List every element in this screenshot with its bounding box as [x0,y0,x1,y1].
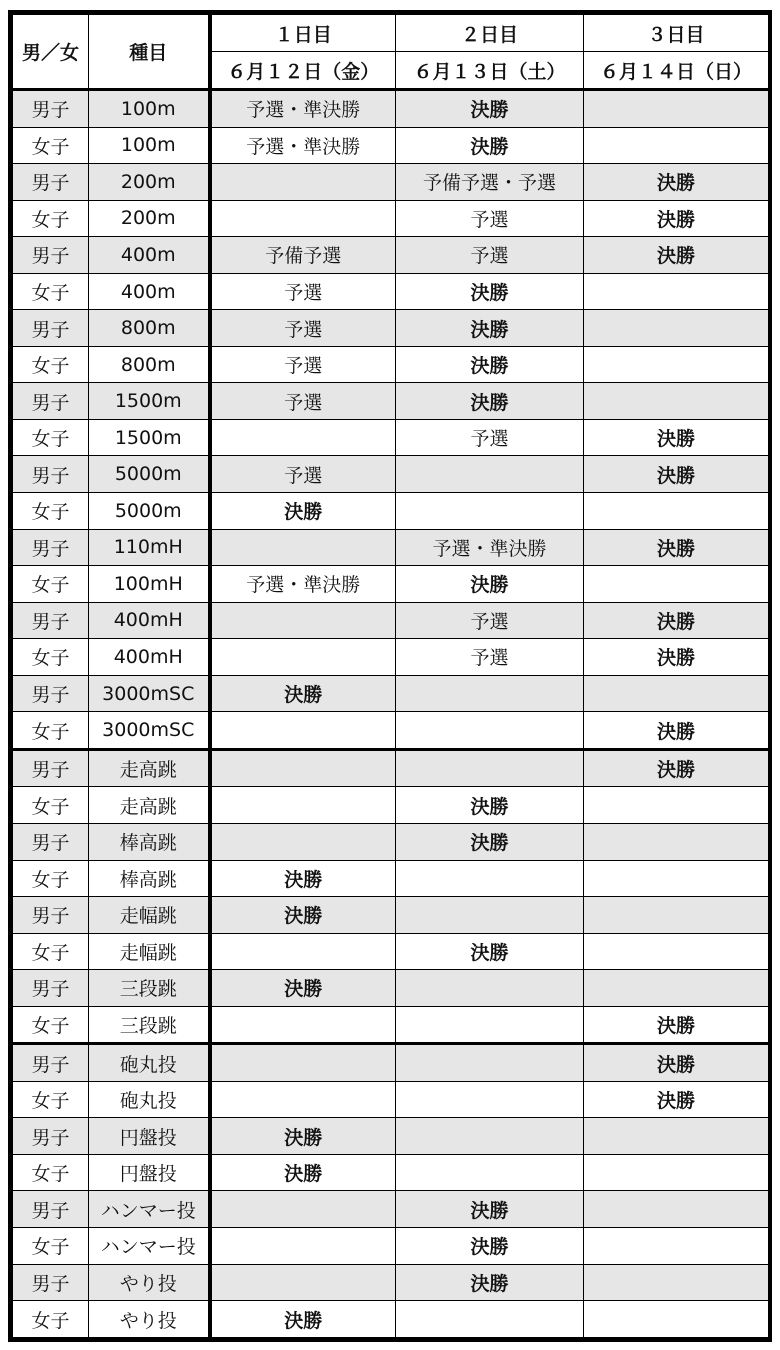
table-row [13,712,769,750]
day2-cell: 決勝 [396,310,584,347]
gender-cell: 男子 [13,1264,89,1301]
gender-cell: 男子 [13,749,89,787]
table-row [13,933,769,970]
day2-cell: 決勝 [396,823,584,860]
day1-cell: 予選・準決勝 [210,127,396,164]
day3-date: ６月１４日（日） [584,52,769,90]
event-cell: 100mH [89,566,210,603]
day3-cell: 決勝 [584,1006,769,1044]
gender-cell: 男子 [13,823,89,860]
day2-cell: 予選・準決勝 [396,529,584,566]
table-row [13,1228,769,1265]
schedule-table-frame [8,10,772,1342]
day3-cell [584,383,769,420]
event-cell: 3000mSC [89,675,210,712]
day2-cell: 決勝 [396,383,584,420]
day1-cell: 決勝 [210,493,396,530]
gender-cell: 男子 [13,897,89,934]
day2-cell: 決勝 [396,346,584,383]
day1-date: ６月１２日（金） [210,52,396,90]
table-row [13,1006,769,1044]
day3-cell: 決勝 [584,237,769,274]
day2-cell [396,1044,584,1082]
table-row [13,419,769,456]
gender-cell: 男子 [13,237,89,274]
event-cell: 走幅跳 [89,897,210,934]
event-cell: 200m [89,200,210,237]
day1-cell: 予選・準決勝 [210,90,396,128]
table-row [13,602,769,639]
day2-header: ２日目 [396,15,584,52]
day1-cell: 予選 [210,346,396,383]
day2-cell: 決勝 [396,1228,584,1265]
table-row [13,1191,769,1228]
table-row [13,493,769,530]
day2-cell: 予選 [396,200,584,237]
event-cell: 棒高跳 [89,823,210,860]
day3-cell [584,90,769,128]
event-cell: 5000m [89,493,210,530]
day3-cell [584,1264,769,1301]
event-cell: 400mH [89,602,210,639]
gender-cell: 男子 [13,529,89,566]
event-header: 種目 [89,15,210,90]
gender-cell: 男子 [13,602,89,639]
table-row [13,383,769,420]
event-cell: 走幅跳 [89,933,210,970]
day1-cell [210,1081,396,1118]
event-cell: 100m [89,90,210,128]
event-cell: 110mH [89,529,210,566]
table-row [13,456,769,493]
day2-cell [396,1081,584,1118]
event-cell: 走高跳 [89,787,210,824]
day1-cell: 予選・準決勝 [210,566,396,603]
table-row [13,1081,769,1118]
gender-cell: 男子 [13,310,89,347]
table-row [13,529,769,566]
day1-cell [210,933,396,970]
day2-cell: 決勝 [396,1191,584,1228]
day3-cell [584,897,769,934]
day2-cell: 決勝 [396,1264,584,1301]
gender-cell: 男子 [13,970,89,1007]
gender-cell: 女子 [13,346,89,383]
day2-cell [396,675,584,712]
gender-header: 男／女 [13,15,89,90]
event-cell: 200m [89,164,210,201]
day1-cell: 決勝 [210,970,396,1007]
gender-cell: 女子 [13,127,89,164]
day1-cell [210,1228,396,1265]
table-row [13,310,769,347]
day3-cell: 決勝 [584,529,769,566]
gender-cell: 女子 [13,1228,89,1265]
day1-cell [210,419,396,456]
gender-cell: 男子 [13,164,89,201]
day2-cell: 決勝 [396,933,584,970]
event-cell: 100m [89,127,210,164]
table-row [13,346,769,383]
event-cell: 1500m [89,419,210,456]
day1-cell: 予選 [210,456,396,493]
event-cell: 走高跳 [89,749,210,787]
day2-cell: 予選 [396,602,584,639]
event-cell: 800m [89,310,210,347]
event-cell: 棒高跳 [89,860,210,897]
gender-cell: 男子 [13,90,89,128]
gender-cell: 男子 [13,456,89,493]
gender-cell: 女子 [13,712,89,750]
day2-cell: 予選 [396,639,584,676]
day3-cell [584,493,769,530]
day3-cell [584,1118,769,1155]
day1-cell: 決勝 [210,1118,396,1155]
day2-cell: 決勝 [396,90,584,128]
day1-cell: 決勝 [210,1301,396,1338]
day2-cell: 決勝 [396,127,584,164]
day1-cell [210,529,396,566]
gender-cell: 男子 [13,1191,89,1228]
day3-cell [584,310,769,347]
day2-cell: 決勝 [396,787,584,824]
day1-cell: 決勝 [210,860,396,897]
event-cell: 400mH [89,639,210,676]
event-cell: 砲丸投 [89,1081,210,1118]
table-row [13,970,769,1007]
table-row [13,860,769,897]
table-row [13,237,769,274]
gender-cell: 女子 [13,1081,89,1118]
day3-cell: 決勝 [584,456,769,493]
day2-cell: 予選 [396,237,584,274]
table-row [13,675,769,712]
event-cell: やり投 [89,1264,210,1301]
event-cell: やり投 [89,1301,210,1338]
day3-cell [584,566,769,603]
day2-cell [396,1301,584,1338]
gender-cell: 女子 [13,860,89,897]
day1-cell: 予備予選 [210,237,396,274]
event-cell: 5000m [89,456,210,493]
day2-date: ６月１３日（土） [396,52,584,90]
table-row [13,823,769,860]
table-row [13,1264,769,1301]
day1-cell: 予選 [210,273,396,310]
gender-cell: 男子 [13,1118,89,1155]
gender-cell: 女子 [13,566,89,603]
day1-cell [210,1191,396,1228]
day1-cell [210,1264,396,1301]
table-row [13,1044,769,1082]
table-row [13,1118,769,1155]
day2-cell: 決勝 [396,566,584,603]
event-cell: 三段跳 [89,970,210,1007]
table-row [13,897,769,934]
table-row [13,127,769,164]
day3-cell [584,675,769,712]
table-row [13,566,769,603]
day1-header: １日目 [210,15,396,52]
day3-cell [584,1228,769,1265]
table-row [13,749,769,787]
day3-cell: 決勝 [584,419,769,456]
event-cell: 円盤投 [89,1118,210,1155]
gender-cell: 女子 [13,933,89,970]
day2-cell [396,1006,584,1044]
event-cell: 円盤投 [89,1154,210,1191]
day1-cell [210,164,396,201]
day3-cell: 決勝 [584,200,769,237]
day1-cell [210,1006,396,1044]
day3-cell [584,823,769,860]
table-row [13,1301,769,1338]
table-row [13,200,769,237]
day1-cell: 決勝 [210,897,396,934]
day1-cell [210,712,396,750]
day3-cell: 決勝 [584,712,769,750]
day2-cell [396,749,584,787]
day3-cell: 決勝 [584,639,769,676]
event-cell: 400m [89,237,210,274]
day2-cell [396,970,584,1007]
table-row [13,787,769,824]
day2-cell: 予選 [396,419,584,456]
schedule-body [13,90,769,1338]
day3-cell [584,1154,769,1191]
day2-cell: 予備予選・予選 [396,164,584,201]
day3-cell [584,127,769,164]
event-cell: 3000mSC [89,712,210,750]
day2-cell [396,456,584,493]
event-cell: 400m [89,273,210,310]
table-row [13,90,769,128]
gender-cell: 女子 [13,639,89,676]
table-row [13,639,769,676]
day1-cell [210,602,396,639]
gender-cell: 女子 [13,200,89,237]
day1-cell: 予選 [210,383,396,420]
day3-cell [584,970,769,1007]
table-row [13,273,769,310]
event-cell: ハンマー投 [89,1228,210,1265]
day3-cell [584,273,769,310]
day1-cell [210,200,396,237]
day1-cell: 決勝 [210,675,396,712]
day3-cell: 決勝 [584,1044,769,1082]
day3-cell [584,933,769,970]
day1-cell [210,787,396,824]
day1-cell [210,639,396,676]
gender-cell: 女子 [13,1006,89,1044]
day3-cell: 決勝 [584,602,769,639]
day2-cell [396,712,584,750]
day3-cell [584,787,769,824]
day1-cell [210,749,396,787]
schedule-table [12,14,769,1338]
table-row [13,1154,769,1191]
day3-cell [584,1191,769,1228]
event-cell: 三段跳 [89,1006,210,1044]
gender-cell: 女子 [13,1301,89,1338]
day3-cell: 決勝 [584,1081,769,1118]
day1-cell [210,823,396,860]
day3-cell [584,860,769,897]
day2-cell [396,1154,584,1191]
event-cell: 砲丸投 [89,1044,210,1082]
event-cell: 800m [89,346,210,383]
day3-cell [584,346,769,383]
gender-cell: 男子 [13,1044,89,1082]
day3-cell [584,1301,769,1338]
gender-cell: 男子 [13,383,89,420]
day2-cell [396,897,584,934]
gender-cell: 女子 [13,493,89,530]
day2-cell [396,860,584,897]
table-row [13,164,769,201]
day1-cell: 予選 [210,310,396,347]
day3-cell: 決勝 [584,164,769,201]
gender-cell: 女子 [13,419,89,456]
day2-cell [396,1118,584,1155]
gender-cell: 男子 [13,675,89,712]
day1-cell [210,1044,396,1082]
day1-cell: 決勝 [210,1154,396,1191]
day3-cell: 決勝 [584,749,769,787]
day2-cell [396,493,584,530]
event-cell: ハンマー投 [89,1191,210,1228]
day3-header: ３日目 [584,15,769,52]
day2-cell: 決勝 [396,273,584,310]
gender-cell: 女子 [13,787,89,824]
event-cell: 1500m [89,383,210,420]
gender-cell: 女子 [13,273,89,310]
gender-cell: 女子 [13,1154,89,1191]
